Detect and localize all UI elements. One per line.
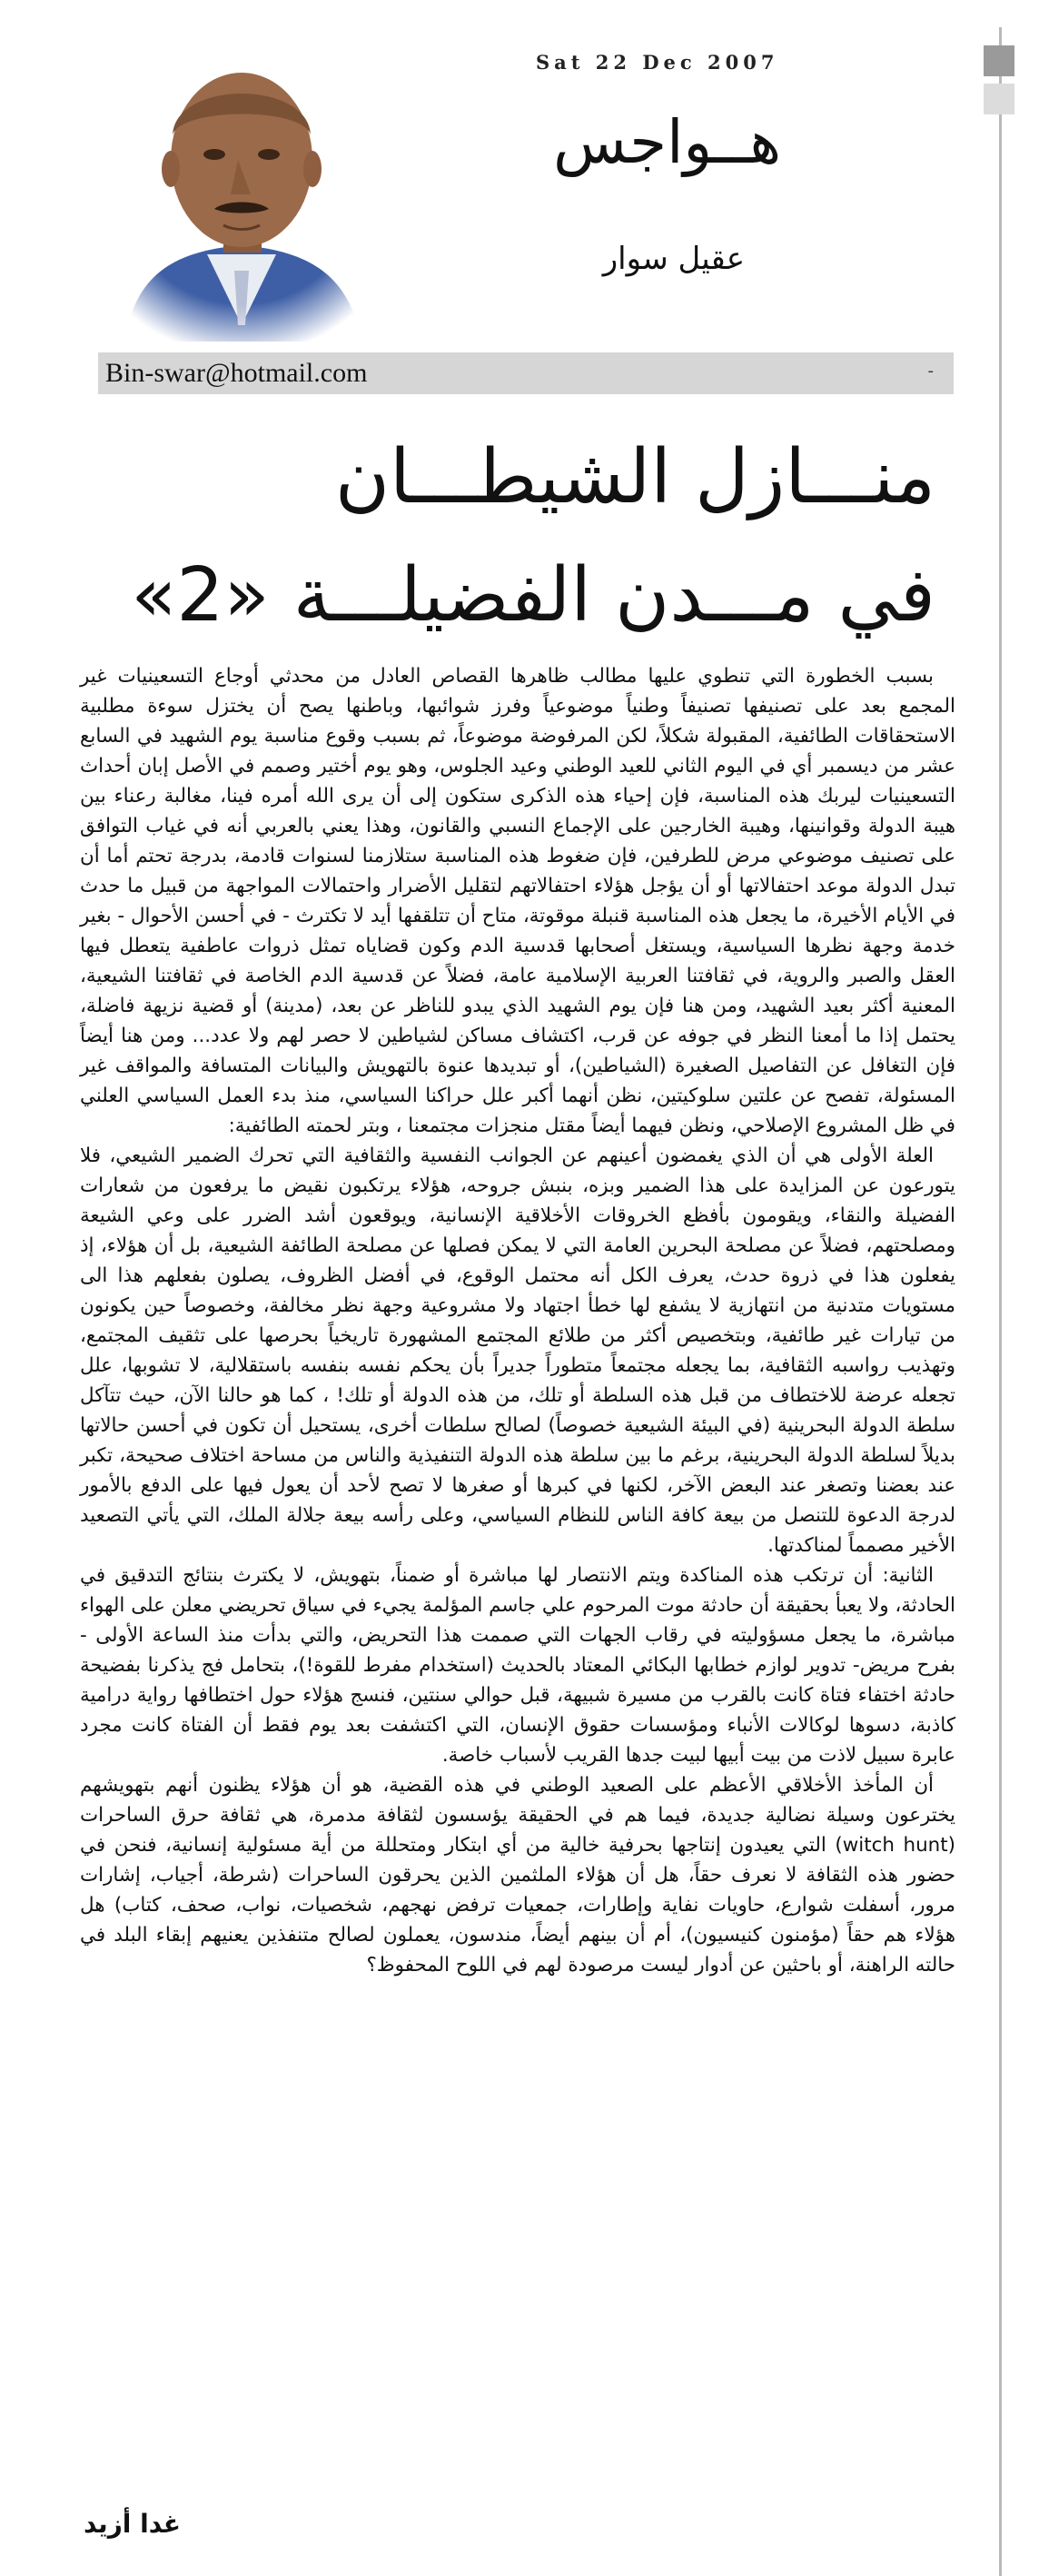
publication-date: Sat 22 Dec 2007 [536, 51, 779, 74]
side-tab-dark [984, 45, 1014, 76]
author-name: عقيل سوار [602, 241, 745, 277]
column-title: هــواجس [553, 107, 781, 177]
article-paragraph: أن المأخذ الأخلاقي الأعظم على الصعيد الوطني في هذه القضية، هو أن هؤلاء يظنون أنهم بتهويشهم يخترعون وسيلة نضالية جديدة، فيما هم في الحقيقة يؤسسون لثقافة مدمرة، هي ثقافة حرق الساحرات (witch hunt) التي يعيدون إنتاجها بحرفية خالية من أي ابتكار ومتحللة من أية مسئولية إنسانية، فنحن في حضور هذه الثقافة لا نعرف حقاً، هل أن هؤلاء الملثمين الذين يحرقون الساحرات (شرطة، أجياب، إشارات مرور، أسفلت شوارع، حاويات نفاية وإطارات، جمعيات ترفض نهجهم، شخصيات، نواب، صحف، كتاب) هل هؤلاء هم حقاً (مؤمنون كنيسيون)، أم أن بينهم أيضاً، مندسون، يعملون لصالح متنفذين يعنيهم إبقاء البلد في حالته الراهنة، أو باحثين عن أدوار ليست مرصودة لهم في اللوح المحفوظ؟ [80, 1774, 955, 1977]
email-bar-mark: - [927, 362, 934, 381]
article-paragraph: العلة الأولى هي أن الذي يغمضون أعينهم عن الجوانب النفسية والثقافية التي تحرك الضمير الشيعي، فلا يتورعون عن المزايدة على هذا الضمير وبزه، بنبش جروحه، هؤلاء يرتكبون نقيض ما يرفعون من شعارات الفضيلة والنقاء، ويقومون بأفظع الخروقات الأخلاقية الإنسانية، ويوقعون أشد الضرر على وعي الشيعة ومصلحتهم، فضلاً عن مصلحة البحرين العامة التي لا يمكن فصلها عن مصلحة الطائفة الشيعية، بل أن هؤلاء، إذ يفعلون هذا في ذروة حدث، يعرف الكل أنه محتمل الوقوع، في أفضل الظروف، يصلون بفعلهم هذا الى مستويات متدنية من انتهازية لا يشفع لها خطأ اجتهاد ولا مشروعية وجهة نظر مخالفة، وخصوصاً حين يكونون من تيارات غير طائفية، وبتخصيص أكثر من طلائع المجتمع المشهورة تاريخياً بحرصها على تثقيف المجتمع، وتهذيب رواسبه الثقافية، بما يجعله مجتمعاً متطوراً جديراً بأن يحكم نفسه بنفسه باستقلالية، لا تشوبها، علل تجعله عرضة للاختطاف من قبل هذه السلطة أو تلك، من هذه الدولة أو تلك! ، كما هو حالنا الآن، حيث تتآكل سلطة الدولة البحرينية (في البيئة الشيعية خصوصاً) لصالح سلطات أخرى، يستحيل أن تكون في أحسن حالاتها بديلاً لسلطة الدولة البحرينية، برغم ما بين سلطة هذه الدولة التنفيذية والناس من مساحة اختلاف صحيحة، تكبر عند بعضنا وتصغر عند البعض الآخر، لكنها في كبرها أو صغرها لا تصح لأحد أن يعول فيها على الدفع بالأمور لدرجة الدعوة للتنصل من بيعة كافة الناس للنظام السياسي، وعلى رأسه بيعة جلالة الملك، التي يأتي التصعيد الأخير مصمماً لمناكدتها. [80, 1144, 955, 1557]
article-paragraph: الثانية: أن ترتكب هذه المناكدة ويتم الانتصار لها مباشرة أو ضمناً، بتهويش، لا يكترث بنتائج التدقيق في الحادثة، ولا يعبأ بحقيقة أن حادثة موت المرحوم علي جاسم المؤلمة يجيء في سياق تحريضي معلن على الهواء مباشرة، ما يجعل مسؤوليته في رقاب الجهات التي صممت هذا التحريض، والتي بدأت منذ الساعة الأولى - بفرح مريض- تدوير لوازم خطابها البكائي المعتاد بالحديث (استخدام مفرط للقوة!)، بتحامل فج يذكرنا بفضيحة حادثة اختفاء فتاة كانت بالقرب من مسيرة شبيهة، قبل حوالي سنتين، فنسج هؤلاء حول اختطافها رواية درامية كاذبة، دسوها لوكالات الأنباء ومؤسسات حقوق الإنسان، التي اكتشفت بعد يوم فقط أن الفتاة كانت مجرد عابرة سبيل لاذت من بيت أبيها لبيت جدها القريب لأسباب خاصة. [80, 1564, 955, 1767]
signature: غدا أزيد [84, 2509, 182, 2539]
page-right-border [999, 27, 1002, 2576]
headline-line-2: في مـــدن الفضيلـــة «2» [131, 552, 935, 639]
side-tab-light [984, 84, 1014, 114]
headline-line-1: منـــازل الشيطـــان [334, 434, 935, 520]
article-paragraph: بسبب الخطورة التي تنطوي عليها مطالب ظاهرها القصاص العادل من محدثي أوجاع التسعينيات غير المجمع بعد على تصنيفها تصنيفاً وطنياً موضوعياً وفرز شوائبها، وباطنها يصح أن يختزل سوءة مطلبية الاستحقاقات الطائفية، المقبولة شكلاً، لكن المرفوضة موضوعاً، ثم بسبب وقوع مناسبة يوم الشهيد في السابع عشر من ديسمبر أي في اليوم الثاني للعيد الوطني وعيد الجلوس، وهو يوم أختير وصمم في الأصل إبان أحداث التسعينيات ليربك هذه المناسبة، فإن إحياء هذه الذكرى ستكون إلى أن يرى الله أمره فينا، مغالبة رعناء بين هيبة الدولة وقوانينها، وهيبة الخارجين على الإجماع النسبي والقانون، وهذا يعني بالعربي أنه في غياب التوافق على تصنيف موضوعي مرض للطرفين، فإن ضغوط هذه المناسبة ستلازمنا لسنوات قادمة، بدرجة تحتم أما أن تبدل الدولة موعد احتفالاتها أو أن يؤجل هؤلاء احتفالاتهم لتقليل الأضرار واحتمالات المواجهة من قبيل ما حدث في الأيام الأخيرة، ما يجعل هذه المناسبة قنبلة موقوتة، متاح أن تتلقفها أيد لا تكترث - في أحسن الأحوال - بغير خدمة وجهة نظرها السياسية، ويستغل أصحابها قدسية الدم وكون قضاياه تمثل ذروات عاطفية يتعطل فيها العقل والصبر والروية، في ثقافتنا العربية الإسلامية عامة، فضلاً عن قدسية الدم الخاصة في ثقافتنا الشيعية، المعنية أكثر بعيد الشهيد، ومن هنا فإن يوم الشهيد الذي يبدو للناظر عن بعد، (مدينة) أو قضية نزيهة فاضلة، يحتمل إذا ما أمعنا النظر في جوفه عن قرب، اكتشاف مساكن لشياطين لا حصر لهم ولا عدد... ومن هنا أيضاً فإن التغافل عن التفاصيل الصغيرة (الشياطين)، أو تبديدها عنوة بالتهويش والبيانات المتسافة والمواقف غير المسئولة، تفصح عن علتين سلوكيتين، نظن أنهما أكبر علل حراكنا السياسي، منذ بدء العمل السياسي العلني في ظل المشروع الإصلاحي، ونظن فيهما أيضاً مقتل منجزات مجتمعنا ، وبتر لحمته الطائفية: [80, 665, 955, 1137]
email-bar [98, 352, 954, 394]
article-body [80, 661, 955, 1980]
author-portrait [98, 53, 385, 342]
author-email[interactable]: Bin-swar@hotmail.com [105, 358, 368, 388]
